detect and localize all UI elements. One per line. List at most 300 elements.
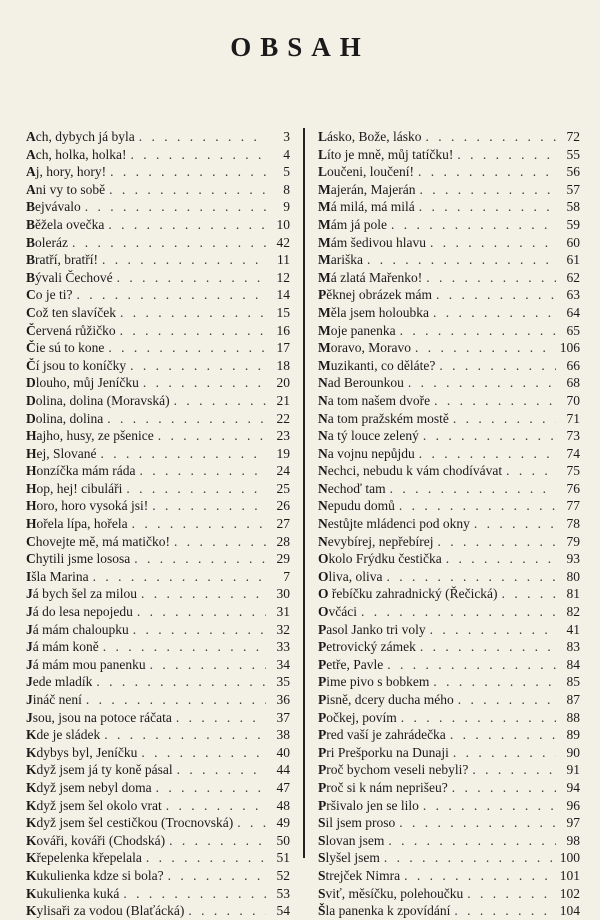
entry-title: Dlouho, můj Jeníčku <box>26 375 139 391</box>
page-number: 44 <box>276 762 290 778</box>
dot-leader <box>361 603 556 621</box>
entry-title: Horo, horo vysoká jsi! <box>26 498 149 514</box>
toc-entry <box>26 603 290 621</box>
toc-entry <box>26 216 290 234</box>
entry-title: Nevybírej, nepřebírej <box>318 533 434 549</box>
dot-leader <box>384 849 556 867</box>
page-number: 50 <box>276 832 290 848</box>
dot-leader <box>137 603 266 621</box>
toc-entry <box>26 673 290 691</box>
dot-leader <box>400 322 556 340</box>
toc-entry <box>26 497 290 515</box>
toc-entry <box>318 603 580 621</box>
page-number: 20 <box>276 375 290 391</box>
toc-entry <box>318 673 580 691</box>
toc-entry <box>318 304 580 322</box>
dot-leader <box>169 832 266 850</box>
dot-leader <box>120 304 266 322</box>
entry-title: Na tý louce zelený <box>318 428 419 444</box>
page-number: 49 <box>276 815 290 831</box>
page-number: 84 <box>566 656 580 672</box>
toc-entry <box>26 515 290 533</box>
toc-entry <box>318 410 580 428</box>
page-number: 53 <box>276 885 290 901</box>
toc-entry <box>26 761 290 779</box>
entry-title: Kukulienka kuká <box>26 885 120 901</box>
toc-entry <box>318 779 580 797</box>
toc-entry <box>318 656 580 674</box>
dot-leader <box>426 269 556 287</box>
dot-leader <box>433 673 556 691</box>
page-number: 4 <box>283 146 290 162</box>
dot-leader <box>109 181 266 199</box>
entry-title: Líto je mně, můj tatíčku! <box>318 146 454 162</box>
toc-entry <box>318 568 580 586</box>
toc-entry <box>26 621 290 639</box>
toc-entry <box>318 709 580 727</box>
entry-title: Majerán, Majerán <box>318 181 416 197</box>
page-number: 27 <box>276 516 290 532</box>
dot-leader <box>404 867 556 885</box>
entry-title: Pisně, dcery ducha mého <box>318 692 454 707</box>
page-number: 17 <box>276 340 290 356</box>
toc-entry <box>318 744 580 762</box>
dot-leader <box>434 392 556 410</box>
toc-entry <box>318 515 580 533</box>
dot-leader <box>388 832 556 850</box>
toc-entry <box>26 726 290 744</box>
dot-leader <box>150 656 266 674</box>
entry-title: Když jsem nebyl doma <box>26 779 152 795</box>
page-number: 41 <box>566 621 580 637</box>
page-number: 76 <box>566 480 580 496</box>
page-number: 70 <box>566 392 580 408</box>
entry-title: Muzikanti, co děláte? <box>318 357 436 373</box>
page-number: 12 <box>276 269 290 285</box>
dot-leader <box>152 497 266 515</box>
toc-entry <box>318 726 580 744</box>
entry-title: Počkej, povím <box>318 709 397 725</box>
entry-title: Moje panenka <box>318 322 396 338</box>
entry-title: Má zlatá Mařenko! <box>318 269 423 285</box>
dot-leader <box>418 163 556 181</box>
toc-entry <box>26 867 290 885</box>
dot-leader <box>104 726 266 744</box>
entry-title: Bývali Čechové <box>26 269 113 285</box>
dot-leader <box>453 744 556 762</box>
dot-leader <box>415 339 556 357</box>
entry-title: Mám šedivou hlavu <box>318 234 426 250</box>
entry-title: Kukulienka kdze si bola? <box>26 867 164 883</box>
dot-leader <box>120 322 266 340</box>
page-number: 104 <box>559 903 580 919</box>
entry-title: Mariška <box>318 252 363 268</box>
entry-title: Šla panenka k zpovídání <box>318 903 451 919</box>
page-number: 59 <box>566 216 580 232</box>
page-number: 74 <box>566 445 580 461</box>
page-title: OBSAH <box>230 32 370 62</box>
entry-title: Honzíčka mám ráda <box>26 463 136 479</box>
dot-leader <box>141 585 266 603</box>
entry-title: Hořela lípa, hořela <box>26 516 128 532</box>
toc-entry <box>318 885 580 903</box>
page-number: 94 <box>566 779 580 795</box>
toc-entry <box>318 691 580 709</box>
page-number: 78 <box>566 516 580 532</box>
entry-title: Pršivalo jen se lilo <box>318 797 419 813</box>
dot-leader <box>134 550 266 568</box>
page-number: 77 <box>566 498 580 514</box>
entry-title: O řebíčku zahradnický (Řečická) <box>318 586 498 602</box>
page-number: 37 <box>276 709 290 725</box>
dot-leader <box>458 691 556 709</box>
toc-entry <box>26 198 290 216</box>
toc-entry <box>26 779 290 797</box>
dot-leader <box>72 234 266 252</box>
dot-leader <box>86 691 266 709</box>
page-number: 48 <box>276 797 290 813</box>
entry-title: Na vojnu nepůjdu <box>318 445 415 461</box>
dot-leader <box>85 198 266 216</box>
entry-title: Nestůjte mládenci pod okny <box>318 516 470 532</box>
entry-title: Mám já pole <box>318 216 387 232</box>
entry-title: Já bych šel za milou <box>26 586 137 602</box>
page-number: 72 <box>566 129 580 144</box>
toc-entry <box>26 357 290 375</box>
dot-leader <box>123 885 266 903</box>
page-number: 68 <box>566 375 580 391</box>
dot-leader <box>391 216 556 234</box>
dot-leader <box>430 234 556 252</box>
dot-leader <box>130 357 266 375</box>
toc-entry <box>26 286 290 304</box>
toc-entry <box>26 374 290 392</box>
toc-entry <box>318 445 580 463</box>
toc-entry <box>318 322 580 340</box>
toc-entry <box>26 832 290 850</box>
toc-entry <box>26 550 290 568</box>
entry-title: Čie sú to kone <box>26 340 105 356</box>
toc-entry <box>26 128 290 146</box>
page-number: 63 <box>566 287 580 303</box>
page-number: 30 <box>276 586 290 602</box>
page-number: 57 <box>566 181 580 197</box>
toc-entry <box>26 638 290 656</box>
entry-title: Když jsem já ty koně pásal <box>26 762 173 778</box>
dot-leader <box>143 374 266 392</box>
toc-entry <box>26 849 290 867</box>
toc-entry <box>26 814 290 832</box>
entry-title: Co je ti? <box>26 287 73 303</box>
toc-entry <box>318 269 580 287</box>
toc-entry <box>318 357 580 375</box>
page-number: 89 <box>566 727 580 743</box>
toc-entry <box>318 761 580 779</box>
dot-leader <box>452 779 556 797</box>
toc-entry <box>26 269 290 287</box>
toc-entry <box>318 128 580 146</box>
page-number: 79 <box>566 533 580 549</box>
entry-title: Bratří, bratří! <box>26 252 98 268</box>
dot-leader <box>141 744 266 762</box>
dot-leader <box>96 673 266 691</box>
dot-leader <box>93 568 266 586</box>
dot-leader <box>450 726 556 744</box>
page-number: 38 <box>276 727 290 743</box>
dot-leader <box>420 638 556 656</box>
toc-entry <box>318 198 580 216</box>
page-number: 18 <box>276 357 290 373</box>
page-number: 80 <box>566 568 580 584</box>
page-number: 15 <box>276 304 290 320</box>
entry-title: Ach, dybych já byla <box>26 129 135 144</box>
page-number: 5 <box>283 164 290 180</box>
page-number: 25 <box>276 480 290 496</box>
toc-entry <box>318 497 580 515</box>
entry-title: Sviť, měsíčku, polehoučku <box>318 885 464 901</box>
toc-entry <box>318 797 580 815</box>
entry-title: Jináč není <box>26 692 82 707</box>
toc-entry <box>26 585 290 603</box>
entry-title: Kde je sládek <box>26 727 101 743</box>
dot-leader <box>430 621 556 639</box>
dot-leader <box>436 286 556 304</box>
entry-title: Loučeni, loučení! <box>318 164 414 180</box>
dot-leader <box>110 163 266 181</box>
toc-entry <box>318 146 580 164</box>
dot-leader <box>457 146 556 164</box>
dot-leader <box>423 427 556 445</box>
entry-title: Čí jsou to koníčky <box>26 357 127 373</box>
entry-title: Kdybys byl, Jeníčku <box>26 744 138 760</box>
toc-entry <box>26 146 290 164</box>
entry-title: Nad Berounkou <box>318 375 404 391</box>
dot-leader <box>387 568 556 586</box>
page-number: 87 <box>566 692 580 707</box>
entry-title: Běžela ovečka <box>26 216 105 232</box>
dot-leader <box>102 251 266 269</box>
page-number: 91 <box>566 762 580 778</box>
page-number: 10 <box>276 216 290 232</box>
entry-title: Já mám koně <box>26 639 99 655</box>
dot-leader <box>387 656 556 674</box>
page-number: 24 <box>276 463 290 479</box>
toc-entry <box>26 462 290 480</box>
toc-entry <box>318 163 580 181</box>
page-number: 101 <box>559 867 580 883</box>
dot-leader <box>188 902 266 920</box>
entry-title: Což ten slavíček <box>26 304 116 320</box>
page-number: 81 <box>566 586 580 602</box>
toc-right-column <box>318 128 580 920</box>
toc-entry <box>26 568 290 586</box>
entry-title: Má milá, má milá <box>318 199 415 215</box>
toc-entry <box>26 392 290 410</box>
page-number: 14 <box>276 287 290 303</box>
page-number: 98 <box>566 832 580 848</box>
page-number: 100 <box>559 850 580 866</box>
entry-title: Křepelenka křepelala <box>26 850 142 866</box>
page-number: 19 <box>276 445 290 461</box>
entry-title: Jsou, jsou na potoce ráčata <box>26 709 172 725</box>
page-number: 73 <box>566 428 580 444</box>
dot-leader <box>117 269 266 287</box>
entry-title: Jede mladík <box>26 674 93 690</box>
toc-entry <box>26 902 290 920</box>
entry-title: Okolo Frýdku čestička <box>318 551 442 567</box>
page-number: 54 <box>276 903 290 919</box>
page-number: 90 <box>566 744 580 760</box>
entry-title: Dolina, dolina <box>26 410 104 426</box>
page-number: 29 <box>276 551 290 567</box>
toc-entry <box>26 744 290 762</box>
dot-leader <box>437 533 556 551</box>
page-number: 28 <box>276 533 290 549</box>
dot-leader <box>367 251 556 269</box>
entry-title: Oliva, oliva <box>318 568 383 584</box>
dot-leader <box>174 392 266 410</box>
toc-entry <box>318 849 580 867</box>
dot-leader <box>77 286 267 304</box>
dot-leader <box>506 462 556 480</box>
toc-entry <box>318 814 580 832</box>
toc-entry <box>318 374 580 392</box>
dot-leader <box>467 885 555 903</box>
dot-leader <box>474 515 556 533</box>
entry-title: Já mám mou panenku <box>26 656 146 672</box>
dot-leader <box>453 410 556 428</box>
entry-title: Aj, hory, hory! <box>26 164 107 180</box>
toc-entry <box>26 427 290 445</box>
page-number: 26 <box>276 498 290 514</box>
page-number: 9 <box>283 199 290 215</box>
page-number: 34 <box>276 656 290 672</box>
toc-entry <box>318 533 580 551</box>
dot-leader <box>101 445 266 463</box>
entry-title: Pasol Janko tri voly <box>318 621 426 637</box>
toc-entry <box>26 480 290 498</box>
toc-entry <box>26 181 290 199</box>
toc-entry <box>26 234 290 252</box>
toc-entry <box>318 216 580 234</box>
entry-title: Červená růžičko <box>26 322 116 338</box>
entry-title: Hajho, husy, ze pšenice <box>26 428 154 444</box>
dot-leader <box>158 427 266 445</box>
entry-title: Pěknej obrázek mám <box>318 287 432 303</box>
dot-leader <box>390 480 556 498</box>
page-number: 96 <box>566 797 580 813</box>
entry-title: Když jsem šel okolo vrat <box>26 797 162 813</box>
page-number: 40 <box>276 744 290 760</box>
entry-title: Išla Marina <box>26 568 89 584</box>
toc-entry <box>318 550 580 568</box>
dot-leader <box>419 198 556 216</box>
page-number: 32 <box>276 621 290 637</box>
page-number: 75 <box>566 463 580 479</box>
dot-leader <box>132 515 266 533</box>
page-number: 55 <box>566 146 580 162</box>
toc-entry <box>318 251 580 269</box>
entry-title: Na tom našem dvoře <box>318 392 431 408</box>
dot-leader <box>419 445 556 463</box>
toc-entry <box>318 902 580 920</box>
toc-entry <box>26 445 290 463</box>
toc-entry <box>318 286 580 304</box>
toc-entry <box>318 832 580 850</box>
entry-title: Nechoď tam <box>318 480 386 496</box>
entry-title: Ovčáci <box>318 604 357 620</box>
dot-leader <box>426 128 557 146</box>
dot-leader <box>176 709 266 727</box>
entry-title: Proč si k nám neprišeu? <box>318 779 448 795</box>
entry-title: Proč bychom veseli nebyli? <box>318 762 469 778</box>
entry-title: Pime pivo s bobkem <box>318 674 430 690</box>
toc-entry <box>26 251 290 269</box>
entry-title: Chovejte mě, má matičko! <box>26 533 170 549</box>
entry-title: Slovan jsem <box>318 832 385 848</box>
dot-leader <box>399 814 556 832</box>
page-number: 7 <box>283 568 290 584</box>
toc-entry <box>26 797 290 815</box>
entry-title: Měla jsem holoubka <box>318 304 429 320</box>
entry-title: Nechci, nebudu k vám chodívávat <box>318 463 503 479</box>
dot-leader <box>126 480 266 498</box>
page-number: 62 <box>566 269 580 285</box>
entry-title: Petře, Pavle <box>318 656 384 672</box>
page-number: 93 <box>566 551 580 567</box>
page-number: 64 <box>566 304 580 320</box>
entry-title: Dolina, dolina (Moravská) <box>26 392 170 408</box>
page-number: 66 <box>566 357 580 373</box>
toc-entry <box>26 322 290 340</box>
dot-leader <box>146 849 266 867</box>
page-number: 58 <box>566 199 580 215</box>
page-number: 60 <box>566 234 580 250</box>
entry-title: Pri Prešporku na Dunaji <box>318 744 449 760</box>
page-number: 106 <box>559 340 580 356</box>
dot-leader <box>446 550 556 568</box>
toc-entry <box>26 339 290 357</box>
entry-title: Kováři, kováři (Chodská) <box>26 832 166 848</box>
page-number: 97 <box>566 815 580 831</box>
dot-leader <box>401 709 556 727</box>
dot-leader <box>130 146 266 164</box>
entry-title: Bejvávalo <box>26 199 81 215</box>
entry-title: Moravo, Moravo <box>318 340 411 356</box>
entry-title: Já mám chaloupku <box>26 621 129 637</box>
entry-title: Petrovický zámek <box>318 639 416 655</box>
entry-title: Ach, holka, holka! <box>26 146 127 162</box>
entry-title: Kylisaři za vodou (Blaťácká) <box>26 903 185 919</box>
page-number: 33 <box>276 639 290 655</box>
toc-entry <box>318 427 580 445</box>
page-number: 16 <box>276 322 290 338</box>
entry-title: Lásko, Bože, lásko <box>318 129 422 144</box>
page-number: 42 <box>276 234 290 250</box>
toc-entry <box>318 339 580 357</box>
dot-leader <box>156 779 266 797</box>
entry-title: Ani vy to sobě <box>26 181 106 197</box>
toc-entry <box>26 533 290 551</box>
entry-title: Hej, Slované <box>26 445 97 461</box>
page-number: 61 <box>566 252 580 268</box>
dot-leader <box>139 128 266 146</box>
toc-entry <box>318 621 580 639</box>
toc-entry <box>26 304 290 322</box>
page-number: 3 <box>283 129 290 144</box>
dot-leader <box>423 797 556 815</box>
dot-leader <box>502 585 556 603</box>
